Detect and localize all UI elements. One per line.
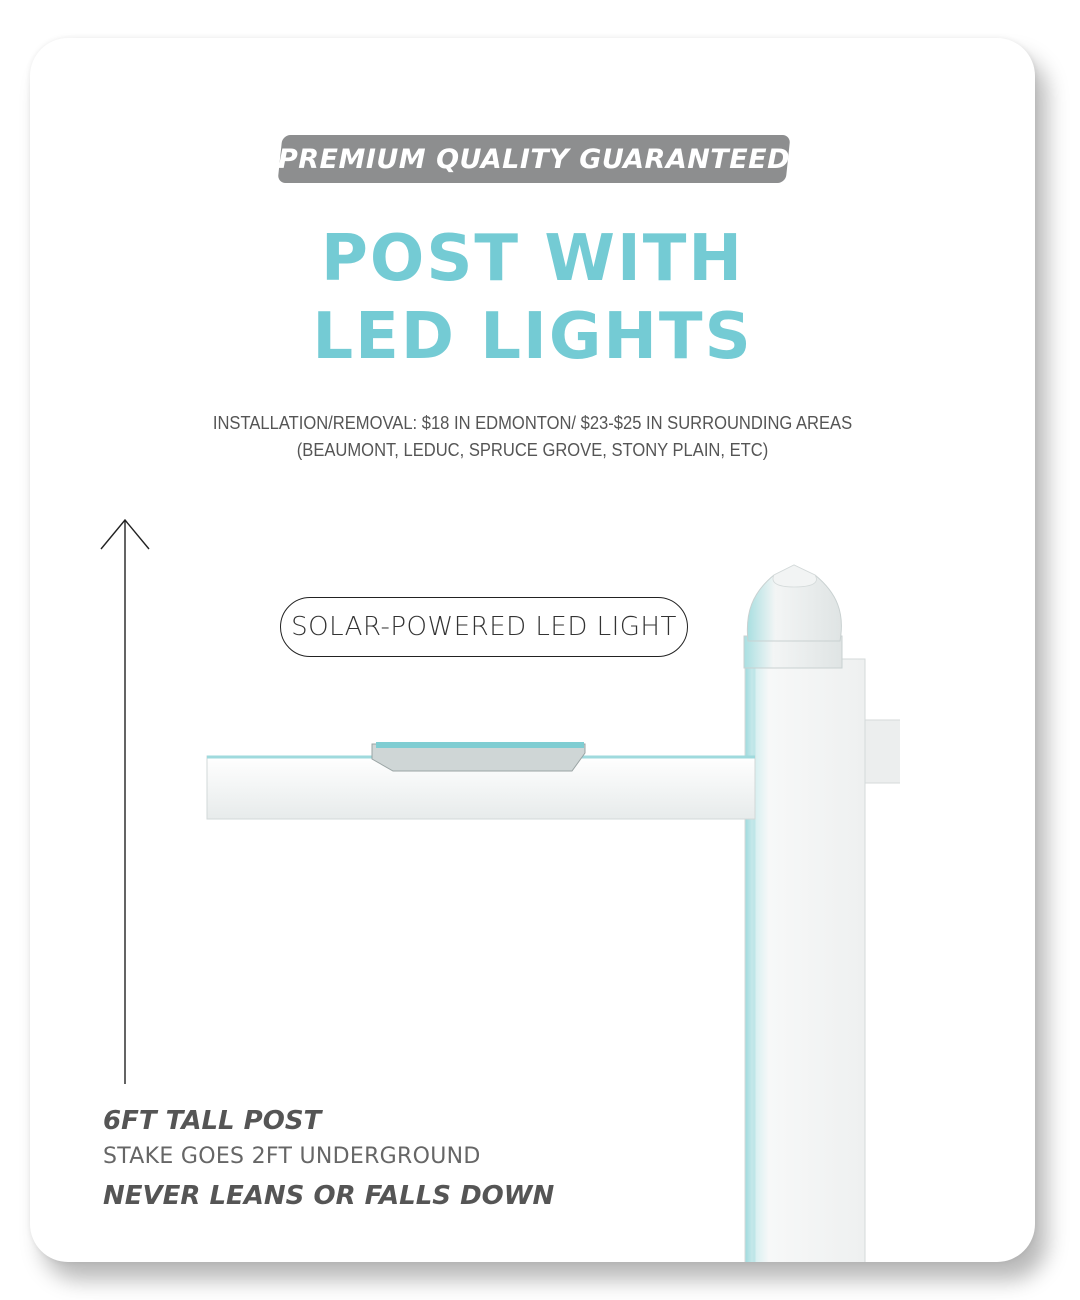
pricing-line-1: INSTALLATION/REMOVAL: $18 IN EDMONTON/ $23-$25 IN SURROUNDING AREAS [212, 413, 853, 433]
feature-height: 6FT TALL POST [103, 1106, 322, 1136]
solar-light-callout-label: SOLAR-POWERED LED LIGHT [291, 612, 677, 642]
post-shaft [745, 659, 865, 1262]
pricing-line-2: (BEAUMONT, LEDUC, SPRUCE GROVE, STONY PLAIN, ETC) [296, 440, 769, 460]
up-arrow-icon [96, 516, 156, 1088]
product-title [30, 220, 1035, 376]
feature-stability: NEVER LEANS OR FALLS DOWN [103, 1181, 555, 1211]
solar-led-light [372, 744, 585, 771]
product-title-line-1: POST WITH [321, 222, 744, 296]
product-title-line-2: LED LIGHTS [312, 300, 753, 374]
product-card [30, 38, 1035, 1262]
solar-light-callout [280, 597, 688, 657]
feature-stake: STAKE GOES 2FT UNDERGROUND [103, 1144, 481, 1169]
quality-badge-label: PREMIUM QUALITY GUARANTEED [277, 143, 791, 175]
quality-badge [277, 135, 790, 183]
installation-pricing [70, 410, 995, 464]
